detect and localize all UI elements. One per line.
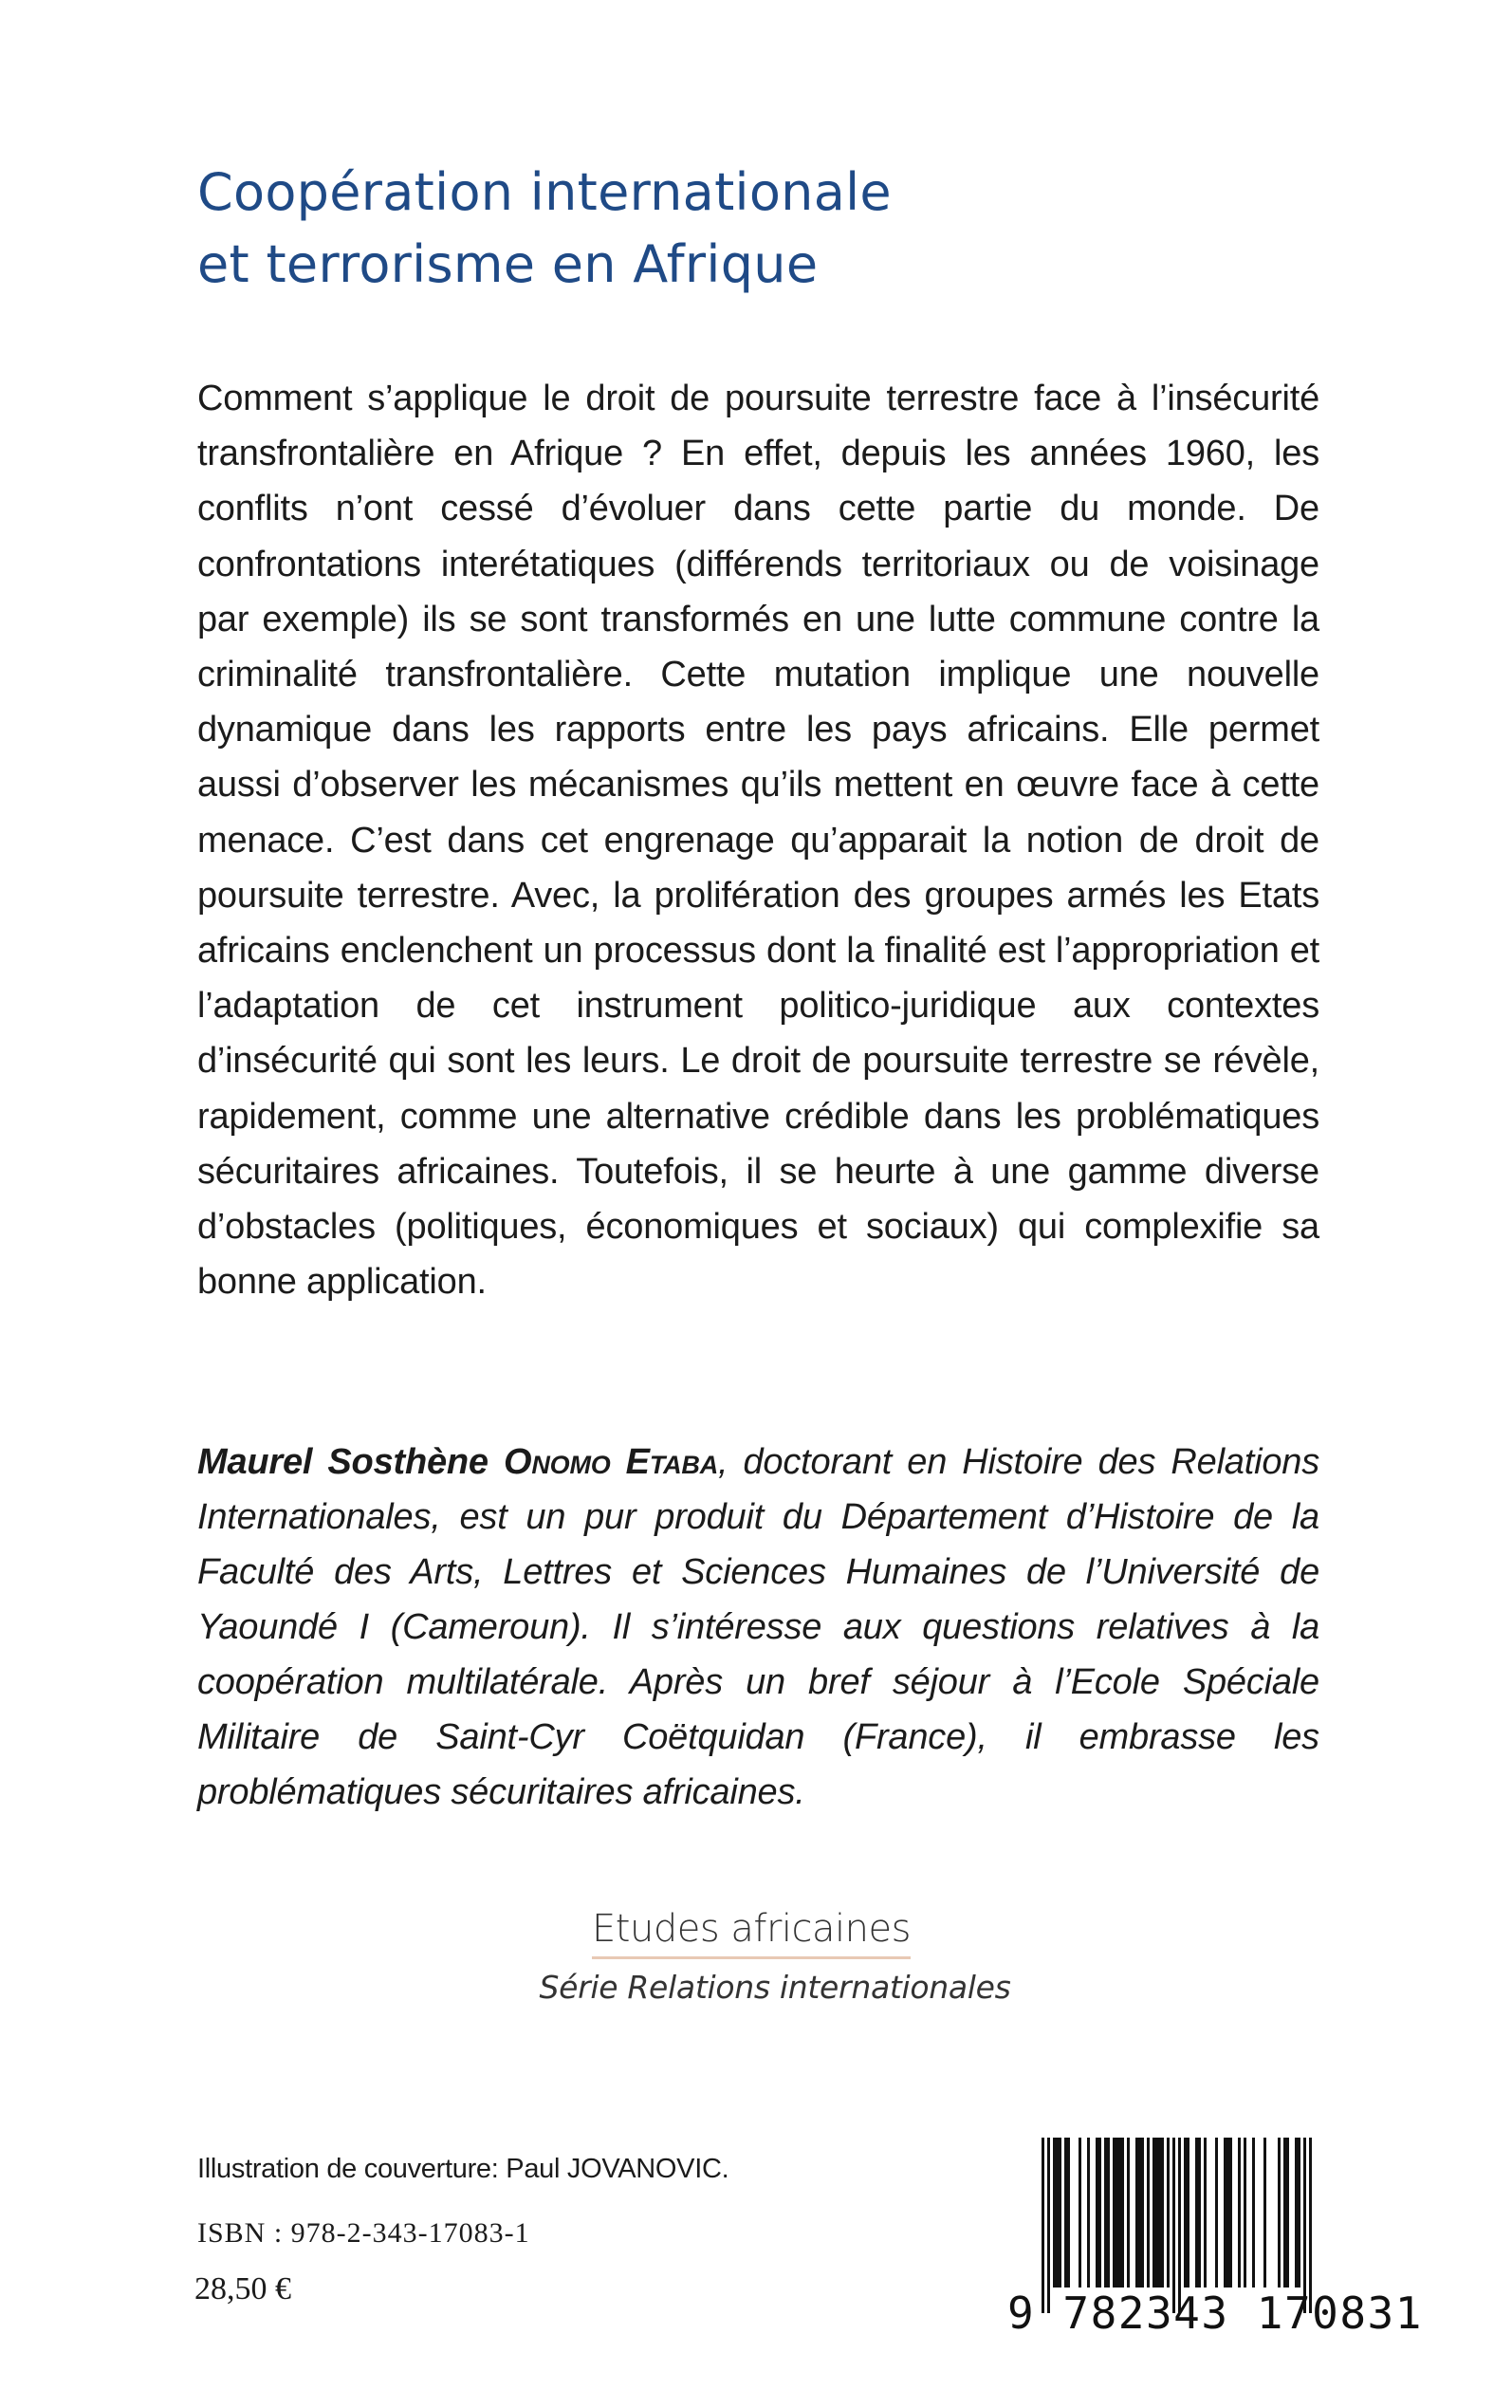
book-title-line-1: Coopération internationale <box>197 162 892 222</box>
book-title <box>197 157 1146 301</box>
barcode-bar <box>1238 2138 1241 2288</box>
barcode-bar <box>1118 2138 1121 2288</box>
barcode-bar <box>1283 2138 1286 2288</box>
barcode-bar <box>1098 2138 1101 2288</box>
barcode-bar <box>1141 2138 1144 2288</box>
barcode-bar <box>1244 2138 1246 2288</box>
barcode-bar <box>1263 2138 1266 2288</box>
barcode-bar <box>1184 2138 1187 2288</box>
barcode-bar <box>1278 2138 1281 2288</box>
isbn: ISBN : 978-2-343-17083-1 <box>197 2217 530 2249</box>
author-first-name: Maurel Sosthène <box>197 1442 489 1482</box>
barcode-bar <box>1204 2138 1207 2288</box>
barcode-bar <box>1135 2138 1138 2288</box>
summary-paragraph: Comment s’applique le droit de poursuite terrestre face à l’insécurité transfrontalière en Afrique ? En effet, depuis les années 1960, les conflits n’ont cessé d’évoluer dans cette partie du monde. De confrontations interétatiques (différends territoriaux ou de voisinage par exemple) ils se sont transformés en une lutte commune contre la criminalité transfrontalière. Cette mutation implique une nouvelle dynamique dans les rapports entre les pays africains. Elle permet aussi d’observer les mécanismes qu’ils mettent en œuvre face à cette menace. C’est dans cet engrenage qu’apparait la notion de droit de poursuite terrestre. Avec, la prolifération des groupes armés les Etats africains enclenchent un processus dont la finalité est l’appropriation et l’adaptation de cet instrument politico-juridique aux contextes d’insécurité qui sont les leurs. Le droit de poursuite terrestre se révèle, rapidement, comme une alternative crédible dans les problématiques sécuritaires africaines. Toutefois, il se heurte à une gamme diverse d’obstacles (politiques, économiques et sociaux) qui complexifie sa bonne application. <box>197 379 1319 1303</box>
collection-block <box>0 1907 1512 2006</box>
barcode-bar <box>1224 2138 1226 2288</box>
barcode-bar <box>1138 2138 1141 2288</box>
barcode-bar <box>1104 2138 1107 2288</box>
barcode-bar <box>1067 2138 1070 2288</box>
barcode-bar <box>1053 2138 1056 2288</box>
barcode-bar <box>1215 2138 1218 2288</box>
barcode-bar <box>1298 2138 1300 2288</box>
barcode-bar <box>1195 2138 1198 2288</box>
barcode-bar <box>1096 2138 1098 2288</box>
barcode-bar <box>1252 2138 1255 2288</box>
barcode-bar <box>1152 2138 1155 2288</box>
barcode-bar <box>1056 2138 1059 2288</box>
illustration-credit: Illustration de couverture: Paul JOVANOVIC. <box>197 2154 729 2184</box>
barcode-bar <box>1158 2138 1161 2288</box>
author-last-name: Onomo Etaba <box>504 1442 719 1482</box>
barcode-bar <box>1229 2138 1232 2288</box>
barcode-bar <box>1155 2138 1158 2288</box>
barcode-bar <box>1116 2138 1118 2288</box>
barcode-bar <box>1127 2138 1130 2288</box>
barcode-bar <box>1107 2138 1110 2288</box>
barcode-bar <box>1161 2138 1164 2288</box>
isbn-barcode <box>1007 2138 1423 2339</box>
barcode-bar <box>1059 2138 1061 2288</box>
barcode-bar <box>1286 2138 1289 2288</box>
author-bio-text: , doctorant en Histoire des Relations Internationales, est un pur produit du Département d’Histoire de la Faculté des Arts, Lettres et Sciences Humaines de l’Université de Yaoundé I (Cameroun). Il s’intéresse aux questions relatives à la coopération multilatérale. Après un bref séjour à l’Ecole Spéciale Militaire de Saint-Cyr Coëtquidan (France), il embrasse les problématiques sécuritaires africaines. <box>197 1442 1320 1812</box>
barcode-bar <box>1087 2138 1090 2288</box>
barcode-bar <box>1295 2138 1298 2288</box>
barcode-bar <box>1064 2138 1067 2288</box>
barcode-bar <box>1167 2138 1170 2288</box>
collection-name: Etudes africaines <box>592 1907 911 1959</box>
price: 28,50 € <box>194 2271 291 2306</box>
barcode-bar <box>1079 2138 1081 2288</box>
barcode-bar <box>1121 2138 1124 2288</box>
barcode-bar <box>1113 2138 1116 2288</box>
barcode-digits: 9 782343 170831 <box>1007 2288 1423 2339</box>
barcode-bar <box>1187 2138 1189 2288</box>
barcode-bar <box>1226 2138 1229 2288</box>
barcode-bar <box>1198 2138 1201 2288</box>
collection-series: Série Relations internationales <box>539 1969 1011 2006</box>
author-bio <box>197 1435 1319 1820</box>
barcode-bar <box>1147 2138 1150 2288</box>
book-title-line-2: et terrorisme en Afrique <box>197 234 819 294</box>
